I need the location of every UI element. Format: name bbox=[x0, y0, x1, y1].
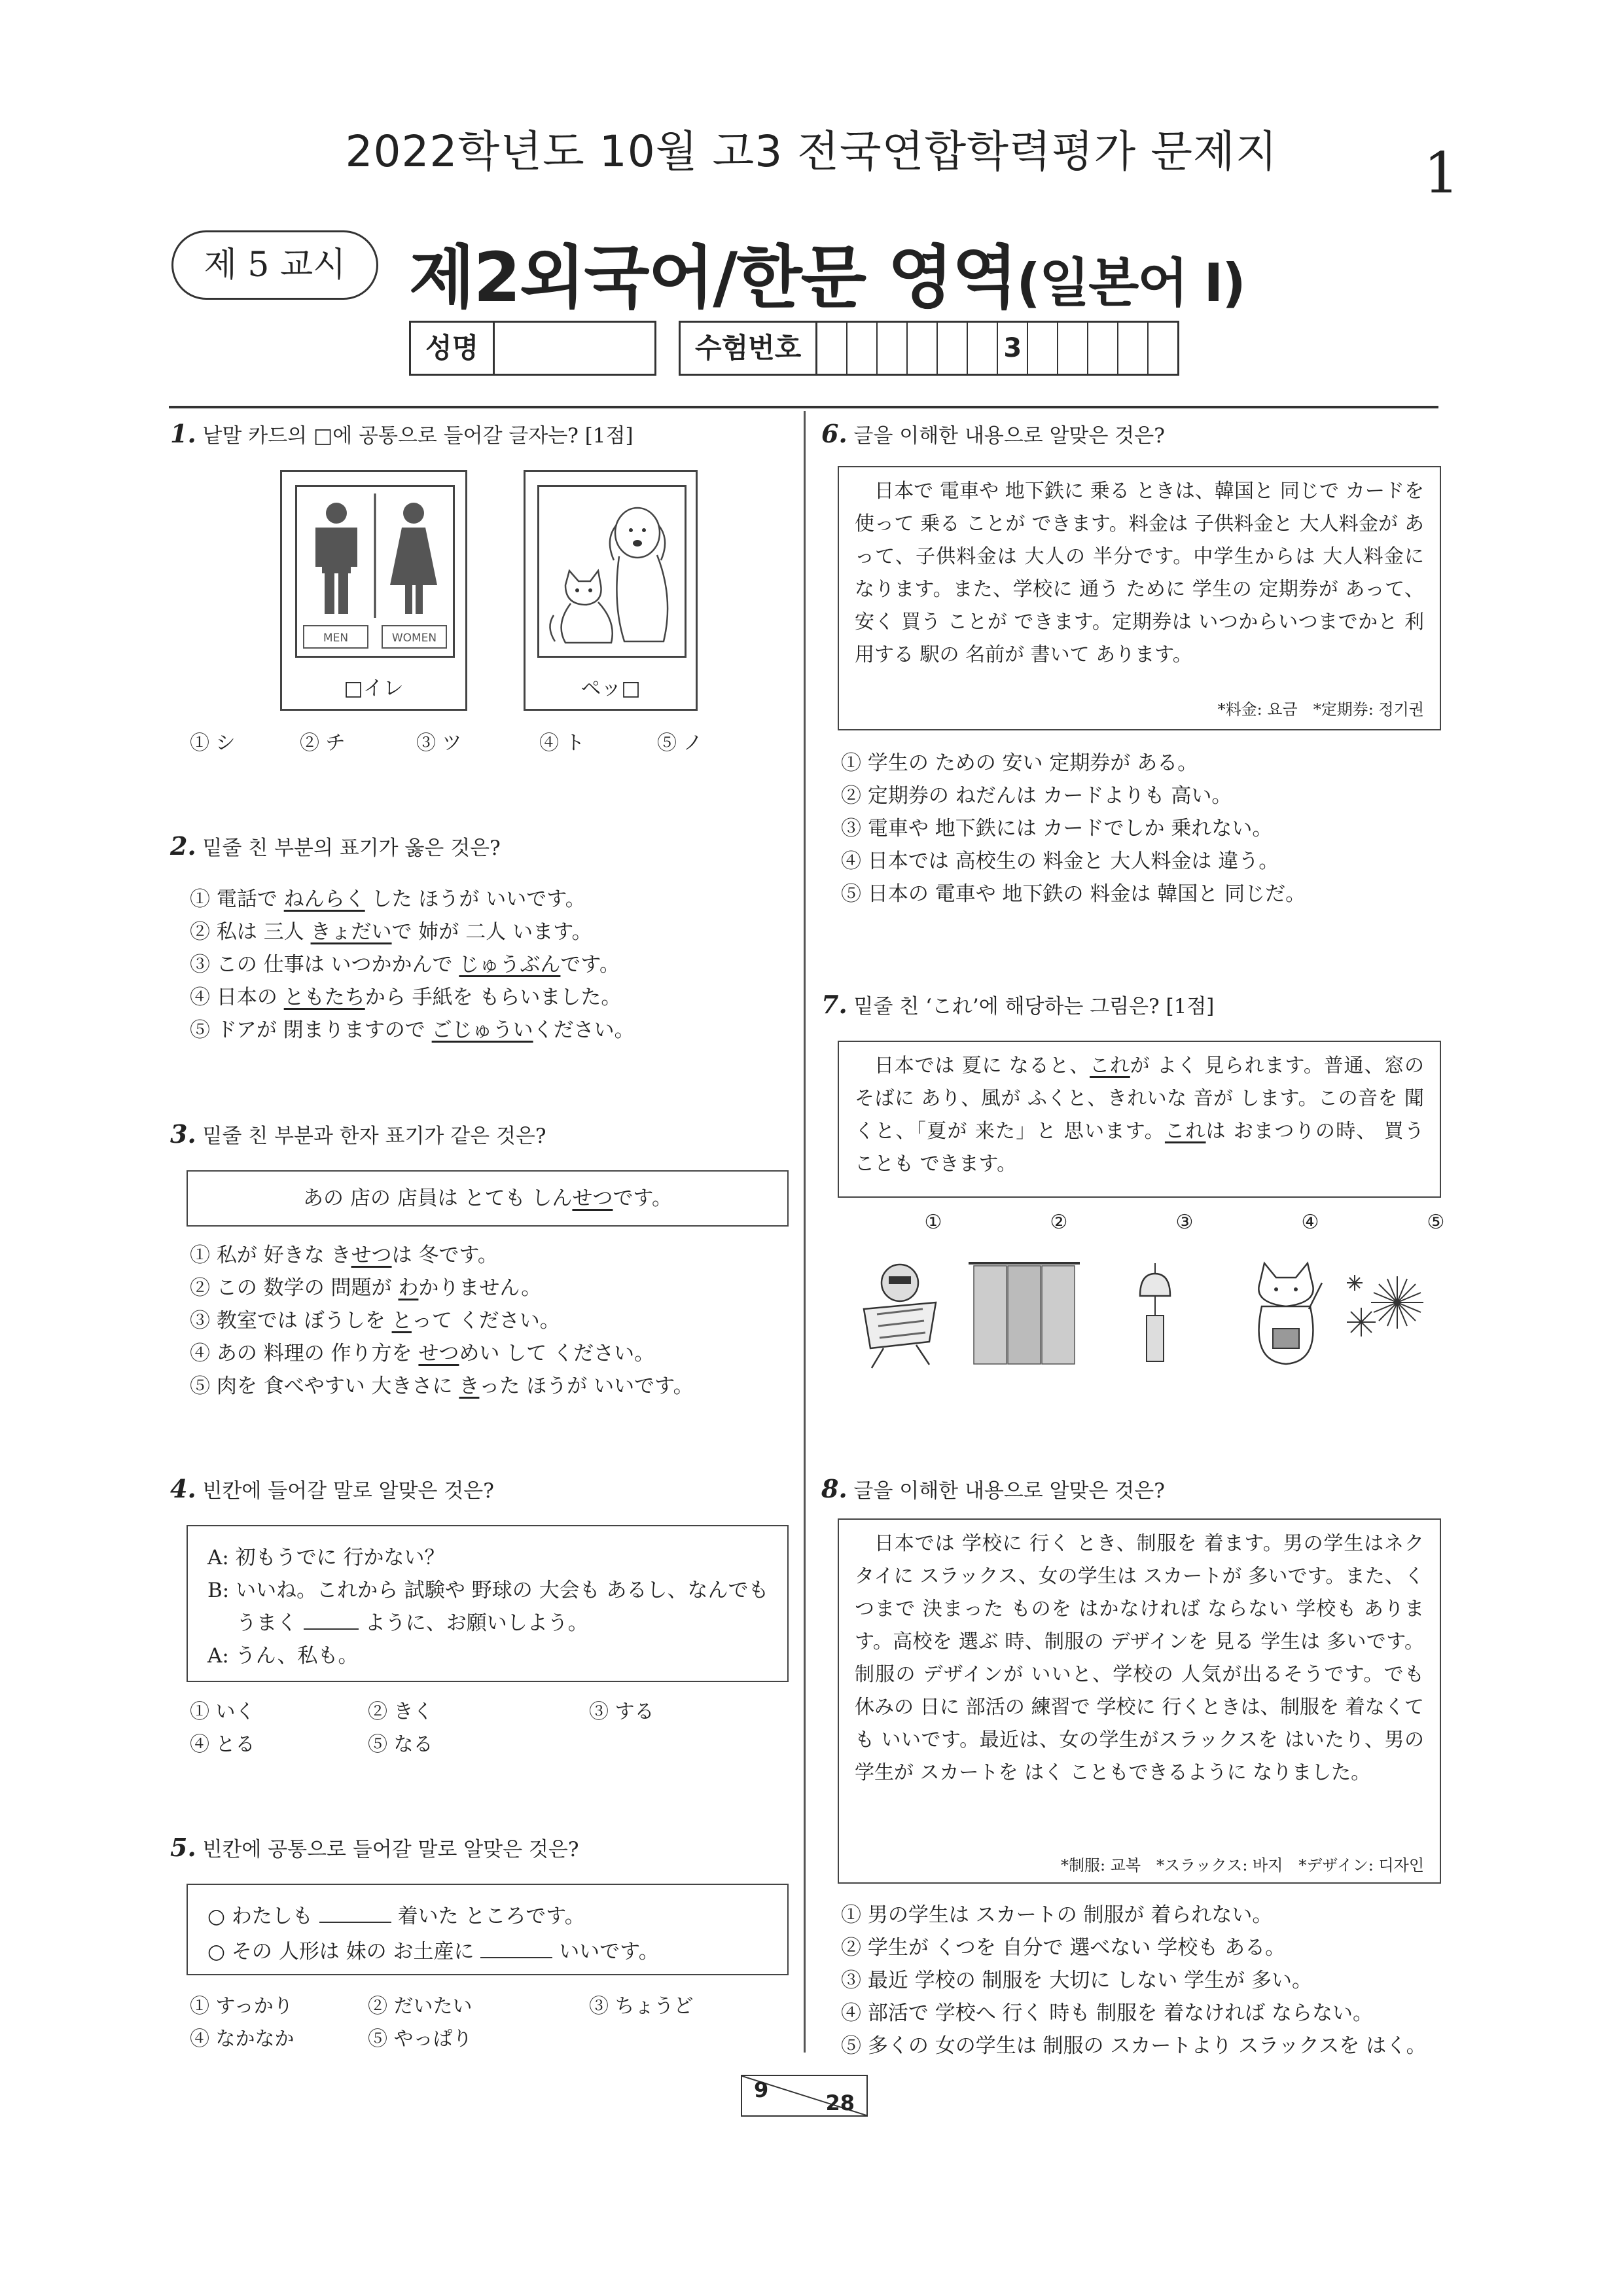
choice[interactable]: ③ 教室では ぼうしを とって ください。 bbox=[190, 1309, 560, 1333]
choice[interactable]: ③ ツ bbox=[416, 732, 462, 755]
choice[interactable]: ② この 数学の 問題が わかりません。 bbox=[190, 1276, 542, 1300]
noren-curtain-icon[interactable] bbox=[969, 1263, 1080, 1364]
underlined-text: これ bbox=[1090, 1054, 1130, 1077]
underlined-text: わ bbox=[398, 1276, 419, 1300]
question-3 bbox=[170, 1119, 546, 1149]
question-5 bbox=[170, 1833, 579, 1862]
exam-number-label: 수험번호 bbox=[681, 323, 817, 374]
exam-number-cell[interactable] bbox=[1058, 323, 1088, 374]
choice[interactable]: ⑤ ノ bbox=[657, 732, 703, 755]
choice[interactable]: ⑤ bbox=[1427, 1211, 1445, 1234]
question-text: 밑줄 친 부분의 표기가 옳은 것은? bbox=[202, 836, 501, 860]
picture-choices bbox=[838, 1244, 1438, 1374]
choices bbox=[190, 2022, 473, 2051]
restroom-sign bbox=[295, 485, 455, 658]
passage-text: 日本で 電車や 地下鉄に 乗る ときは、韓国と 同じで カードを 使って 乗る ことが できます。料金は 子供料金と 大人料金が あって、子供料金は 大人の 半分です。中学生からは 大人料金に なります。また、学校に 通う ために 学生の 定期券が あって、 安く 買う ことが できます。定期券は いつからいつまでかと 利用する 駅の 名前が 書いて あります。 bbox=[855, 480, 1424, 666]
men-label: MEN bbox=[323, 632, 349, 645]
choice[interactable]: ⑤ やっぱり bbox=[368, 2028, 473, 2051]
exam-number-cell[interactable] bbox=[847, 323, 878, 374]
choices bbox=[190, 1695, 654, 1724]
question-8 bbox=[821, 1474, 1165, 1503]
choice[interactable]: ④ 日本の ともたちから 手紙を もらいました。 bbox=[190, 986, 622, 1009]
underlined-text: これ bbox=[1164, 1120, 1206, 1143]
underlined-text: きょだい bbox=[310, 920, 392, 944]
subject-sub: (일본어 Ⅰ) bbox=[1016, 253, 1245, 314]
choice[interactable]: ④ 部活で 学校へ 行く 時も 制服を 着なければ ならない。 bbox=[841, 2001, 1373, 2025]
underlined-text: せつ bbox=[418, 1342, 459, 1365]
sentence-box: あの 店の 店員は とても しんせつです。 bbox=[187, 1170, 789, 1227]
question-text: 글을 이해한 내용으로 알맞은 것은? bbox=[853, 424, 1165, 448]
header-divider bbox=[169, 406, 1438, 408]
question-number: 3. bbox=[170, 1119, 196, 1149]
question-text: 글을 이해한 내용으로 알맞은 것은? bbox=[853, 1479, 1165, 1503]
reading-passage bbox=[838, 466, 1441, 730]
choice[interactable]: ⑤ 多くの 女の学生は 制服の スカートより スラックスを はく。 bbox=[841, 2034, 1427, 2058]
page-number: 1 bbox=[1423, 141, 1459, 206]
choice[interactable]: ② 私は 三人 きょだいで 姉が 二人 います。 bbox=[190, 920, 592, 944]
choices bbox=[190, 726, 703, 755]
question-number: 6. bbox=[821, 419, 847, 448]
picture-choice-labels bbox=[870, 1211, 1499, 1234]
choice[interactable]: ① 電話で ねんらく した ほうが いいです。 bbox=[190, 888, 586, 911]
subject-main: 제2외국어/한문 영역 bbox=[409, 238, 1017, 317]
underlined-text: じゅうぶん bbox=[459, 953, 561, 977]
sentence-line: ○ その 人形は 妹の お土産に いいです。 bbox=[207, 1940, 659, 1964]
blank bbox=[304, 1628, 359, 1630]
blank bbox=[319, 1922, 391, 1923]
underlined-text: き bbox=[459, 1374, 480, 1398]
wind-chime-icon[interactable] bbox=[1140, 1263, 1170, 1361]
exam-number-box bbox=[679, 321, 1179, 376]
choice[interactable]: ③ する bbox=[589, 1700, 654, 1723]
choice[interactable]: ① シ bbox=[190, 732, 236, 755]
choice[interactable]: ⑤ ドアが 閉まりますので ごじゅういください。 bbox=[190, 1018, 635, 1042]
choice[interactable]: ④ なかなか bbox=[190, 2028, 294, 2051]
current-page: 9 bbox=[754, 2077, 769, 2102]
choice[interactable]: ② だいたい bbox=[368, 1995, 473, 2018]
column-divider bbox=[804, 411, 806, 2053]
choice[interactable]: ③ ちょうど bbox=[589, 1995, 694, 2018]
question-number: 4. bbox=[170, 1474, 196, 1503]
women-label: WOMEN bbox=[391, 632, 437, 645]
subject-title bbox=[409, 223, 1245, 321]
choice[interactable]: ① 男の学生は スカートの 制服が 着られない。 bbox=[841, 1903, 1273, 1927]
reading-passage bbox=[838, 1518, 1441, 1884]
lucky-cat-icon[interactable] bbox=[1258, 1263, 1322, 1364]
kite-icon[interactable] bbox=[864, 1265, 936, 1368]
choice[interactable]: ① bbox=[924, 1211, 942, 1234]
question-text: 빈칸에 들어갈 말로 알맞은 것은? bbox=[202, 1479, 494, 1503]
page-counter bbox=[741, 2075, 868, 2117]
underlined-text: せつ bbox=[351, 1244, 392, 1267]
dialogue-line: A: 初もうでに 行かない？ bbox=[207, 1546, 445, 1570]
exam-number-cell[interactable] bbox=[817, 323, 847, 374]
name-field[interactable] bbox=[495, 323, 654, 374]
choice[interactable]: ④ 日本では 高校生の 料金と 大人料金は 違う。 bbox=[841, 850, 1279, 873]
question-number: 5. bbox=[170, 1833, 196, 1862]
dialogue-line: B: いいね。これから 試験や 野球の 大会も あるし、なんでも bbox=[207, 1579, 769, 1602]
choice[interactable]: ⑤ 日本の 電車や 地下鉄の 料金は 韓国と 同じだ。 bbox=[841, 882, 1306, 906]
exam-number-cell[interactable] bbox=[1149, 323, 1177, 374]
question-7 bbox=[821, 990, 1214, 1019]
dog-and-cat-icon bbox=[539, 487, 685, 656]
choice[interactable]: ④ あの 料理の 作り方を せつめい して ください。 bbox=[190, 1342, 655, 1365]
restroom-icon bbox=[297, 487, 453, 656]
question-1 bbox=[170, 419, 633, 448]
underlined-text: ねんらく bbox=[283, 888, 365, 911]
choice[interactable]: ④ ト bbox=[539, 732, 585, 755]
exam-number-cell[interactable] bbox=[908, 323, 938, 374]
name-box bbox=[409, 321, 656, 376]
total-pages: 28 bbox=[825, 2090, 855, 2115]
choice[interactable]: ④ とる bbox=[190, 1733, 255, 1756]
underlined-text: と bbox=[391, 1309, 412, 1333]
sentence-box bbox=[187, 1884, 789, 1975]
question-number: 8. bbox=[821, 1474, 847, 1503]
vocab-note: *制服: 교복 *スラックス: 바지 *デザイン: 디자인 bbox=[1060, 1856, 1424, 1874]
question-text: 밑줄 친 ‘これ’에 해당하는 그림은? [1점] bbox=[853, 995, 1215, 1018]
exam-number-cell[interactable] bbox=[1118, 323, 1149, 374]
question-6 bbox=[821, 419, 1165, 448]
choice[interactable]: ② 学生が くつを 自分で 選べない 学校も ある。 bbox=[841, 1936, 1286, 1960]
dialogue-box bbox=[187, 1525, 789, 1682]
choice[interactable]: ④ bbox=[1301, 1211, 1319, 1234]
choices bbox=[190, 1728, 433, 1757]
choice[interactable]: ⑤ 肉を 食べやすい 大きさに きった ほうが いいです。 bbox=[190, 1374, 694, 1398]
card-caption: □イレ bbox=[344, 677, 404, 700]
choice[interactable]: ⑤ なる bbox=[368, 1733, 433, 1756]
choices bbox=[190, 1990, 694, 2018]
question-number: 7. bbox=[821, 990, 847, 1019]
choice[interactable]: ③ 最近 学校の 制服を 大切に しない 学生が 多い。 bbox=[841, 1969, 1312, 1992]
exam-number-cell[interactable] bbox=[938, 323, 968, 374]
question-text: 낱말 카드의 □에 공통으로 들어갈 글자는? [1점] bbox=[202, 424, 633, 448]
choice[interactable]: ① 学生の ための 安い 定期券が ある。 bbox=[841, 751, 1198, 775]
choice[interactable]: ② チ bbox=[300, 732, 346, 755]
reading-passage bbox=[838, 1041, 1441, 1198]
underlined-text: せつ bbox=[572, 1187, 613, 1210]
choice[interactable]: ② 定期券の ねだんは カードよりも 高い。 bbox=[841, 784, 1232, 808]
choice[interactable]: ③ bbox=[1175, 1211, 1194, 1234]
blank bbox=[480, 1957, 552, 1958]
exam-number-cell[interactable] bbox=[968, 323, 998, 374]
card-restroom bbox=[280, 470, 467, 711]
choice[interactable]: ① すっかり bbox=[190, 1995, 293, 2018]
dialogue-line: A: うん、私も。 bbox=[207, 1644, 359, 1668]
choice[interactable]: ② bbox=[1050, 1211, 1068, 1234]
exam-number-cell[interactable] bbox=[1028, 323, 1058, 374]
choice[interactable]: ① いく bbox=[190, 1700, 255, 1723]
choice[interactable]: ③ この 仕事は いつかかんで じゅうぶんです。 bbox=[190, 953, 620, 977]
question-2 bbox=[170, 831, 501, 861]
pets-frame bbox=[537, 485, 687, 658]
underlined-text: ごじゅうい bbox=[431, 1018, 533, 1042]
period-badge: 제 5 교시 bbox=[171, 230, 378, 300]
passage-text: 日本では 夏に なると、これが よく 見られます。普通、窓の そばに あり、風が ふくと、きれいな 音が します。この音を 聞くと、「夏が 来た」と 思います。これは おまつりの時、 買う ことも できます。 bbox=[855, 1054, 1425, 1175]
choice[interactable]: ① 私が 好きな きせつは 冬です。 bbox=[190, 1244, 498, 1267]
choice[interactable]: ③ 電車や 地下鉄には カードでしか 乗れない。 bbox=[841, 817, 1273, 840]
exam-number-cell[interactable] bbox=[878, 323, 908, 374]
question-text: 빈칸에 공통으로 들어갈 말로 알맞은 것은? bbox=[202, 1838, 579, 1861]
card-caption: ペッ□ bbox=[580, 677, 641, 700]
exam-number-cell[interactable] bbox=[1088, 323, 1118, 374]
exam-title: 2022학년도 10월 고3 전국연합학력평가 문제지 bbox=[345, 126, 1278, 177]
fireworks-icon[interactable] bbox=[1347, 1275, 1423, 1336]
sentence-line: ○ わたしも 着いた ところです。 bbox=[207, 1905, 585, 1928]
vocab-note: *料金: 요금 *定期券: 정기권 bbox=[1217, 700, 1424, 719]
question-number: 1. bbox=[170, 419, 196, 448]
passage-text: 日本では 学校に 行く とき、制服を 着ます。男の学生はネクタイに スラックス、女の学生は スカートが 多いです。また、くつまで 決まった ものを はかなければ ならない 学校も あります。高校を 選ぶ 時、制服の デザインを 見る 学生は 多いです。制服の デザインが いいと、学校の 人気が出るそうです。でも 休みの 日に 部活の 練習で 学校に 行くときは、制服を 着なくても いいです。最近は、女の学生がスラックスを はいたり、男の学生が スカートを はく こともできるように なりました。 bbox=[855, 1532, 1424, 1784]
question-number: 2. bbox=[170, 831, 196, 861]
underlined-text: ともたち bbox=[283, 986, 365, 1009]
exam-number-cell-fixed: 3 bbox=[998, 323, 1028, 374]
question-text: 밑줄 친 부분과 한자 표기가 같은 것은? bbox=[202, 1124, 546, 1148]
question-4 bbox=[170, 1474, 494, 1503]
dialogue-line: うまく ように、お願いしよう。 bbox=[236, 1611, 588, 1635]
name-label: 성명 bbox=[411, 323, 495, 374]
choice[interactable]: ② きく bbox=[368, 1700, 433, 1723]
card-pets bbox=[524, 470, 698, 711]
